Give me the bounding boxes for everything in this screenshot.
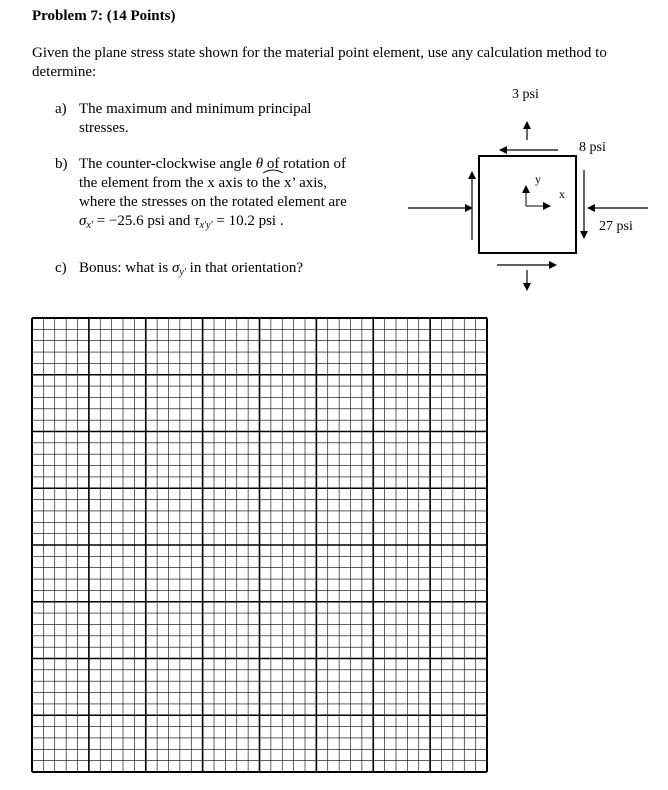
- sigma-y-symbol: σ: [171, 260, 180, 276]
- theta-symbol: θ: [255, 156, 264, 172]
- question-c-line1: [79, 259, 303, 282]
- stress-element-diagram: [400, 80, 660, 300]
- question-a-label: a): [55, 101, 67, 117]
- sigma-value: = −25.6 psi: [92, 213, 165, 229]
- sigma-subscript: x': [86, 220, 93, 231]
- rotation-arc-icon: [262, 167, 284, 175]
- question-b-line2-end: x’ axis,: [280, 175, 327, 191]
- question-c-end: in that orientation?: [185, 260, 303, 276]
- question-b-line1-end: of rotation of: [263, 156, 346, 172]
- question-c-label: c): [55, 260, 67, 276]
- question-b-label: b): [55, 156, 68, 172]
- arc-word: [262, 174, 280, 193]
- problem-title: Problem 7: (14 Points): [32, 8, 176, 24]
- problem-intro: Given the plane stress state shown for the material point element, use any calculation method to determine:: [32, 45, 607, 80]
- arc-word-text: the: [261, 175, 281, 191]
- tau-subscript: x'y': [199, 220, 213, 231]
- question-b-line2: [79, 174, 347, 193]
- graph-paper-grid: [30, 316, 490, 774]
- tau-symbol: τ: [194, 213, 200, 229]
- element-square: [479, 156, 576, 253]
- question-a-line2: stresses.: [79, 120, 129, 136]
- question-b-line3: where the stresses on the rotated element are: [79, 194, 347, 210]
- shear-stress-label: 8 psi: [579, 140, 606, 155]
- sigma-y-subscript: y': [179, 267, 186, 278]
- question-c-text: Bonus: what is: [79, 260, 172, 276]
- tau-value: = 10.2 psi .: [212, 213, 284, 229]
- question-b-line4: [79, 212, 347, 235]
- and-text: and: [164, 213, 195, 229]
- sigma-symbol: σ: [79, 213, 87, 229]
- y-axis-label: y: [535, 172, 541, 186]
- question-b-line2-text: the element from the x axis to: [79, 175, 262, 191]
- question-a-line1: The maximum and minimum principal: [79, 101, 312, 117]
- right-stress-label: 27 psi: [599, 219, 633, 234]
- question-b-line1-text: The counter-clockwise angle: [79, 156, 256, 172]
- x-axis-label: x: [559, 187, 565, 201]
- question-b-line1: [79, 155, 347, 174]
- top-stress-label: 3 psi: [512, 87, 539, 102]
